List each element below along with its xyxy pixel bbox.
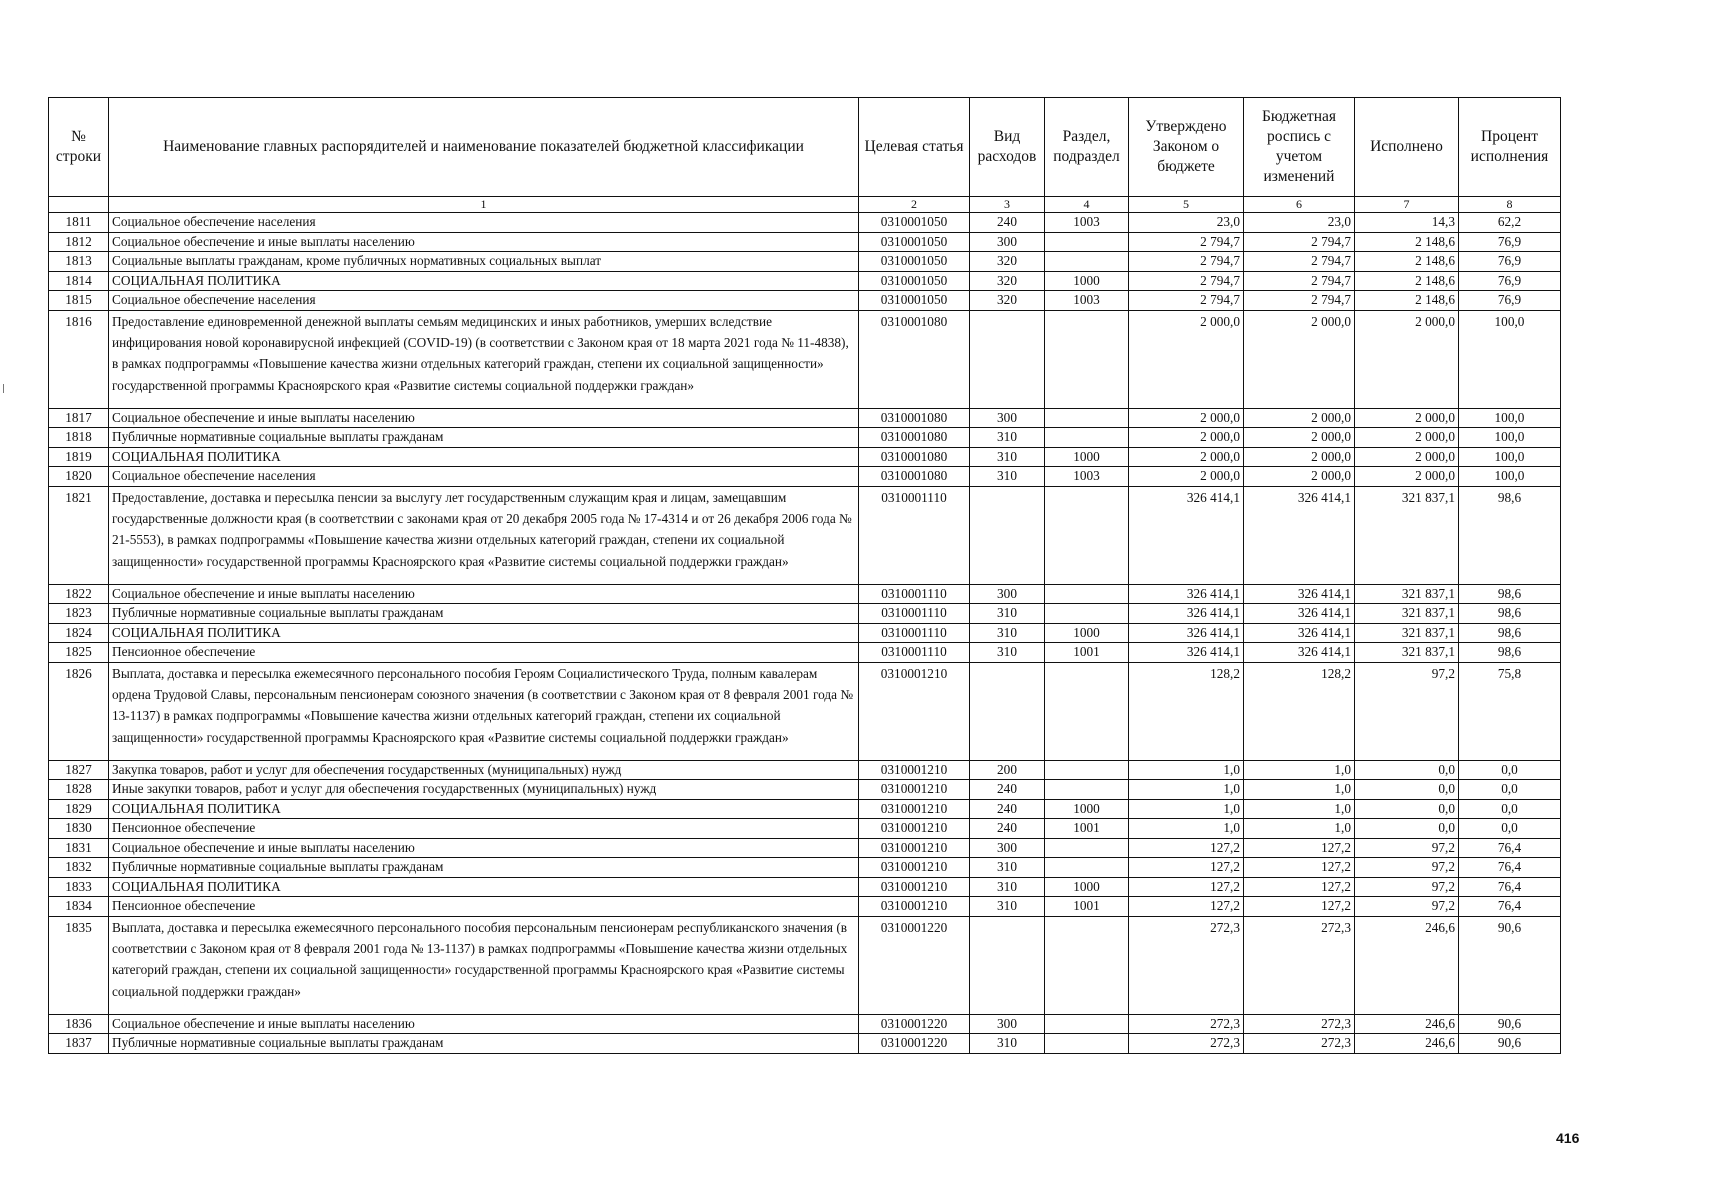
row-expense-type: 300 — [970, 584, 1045, 604]
row-approved: 2 794,7 — [1129, 252, 1244, 272]
row-section — [1045, 780, 1129, 800]
row-approved: 326 414,1 — [1129, 623, 1244, 643]
row-target-article: 0310001050 — [859, 271, 970, 291]
row-target-article: 0310001210 — [859, 877, 970, 897]
row-number: 1826 — [49, 662, 109, 760]
row-percent: 0,0 — [1459, 799, 1561, 819]
table-row — [49, 252, 1561, 272]
row-target-article: 0310001210 — [859, 838, 970, 858]
row-section — [1045, 310, 1129, 408]
row-executed: 0,0 — [1355, 780, 1459, 800]
header-target-article: Целевая статья — [859, 98, 970, 197]
row-approved: 326 414,1 — [1129, 604, 1244, 624]
row-approved: 127,2 — [1129, 858, 1244, 878]
row-approved: 2 000,0 — [1129, 447, 1244, 467]
table-row — [49, 467, 1561, 487]
row-target-article: 0310001050 — [859, 252, 970, 272]
row-executed: 2 000,0 — [1355, 447, 1459, 467]
row-expense-type — [970, 310, 1045, 408]
column-number: 5 — [1129, 197, 1244, 213]
row-approved: 23,0 — [1129, 213, 1244, 233]
row-executed: 246,6 — [1355, 1014, 1459, 1034]
row-budget-list: 326 414,1 — [1244, 486, 1355, 584]
row-budget-list: 326 414,1 — [1244, 643, 1355, 663]
table-header-row — [49, 98, 1561, 197]
row-section — [1045, 916, 1129, 1014]
budget-sheet — [48, 97, 1561, 1054]
row-number: 1817 — [49, 408, 109, 428]
table-row — [49, 1014, 1561, 1034]
row-budget-list: 2 000,0 — [1244, 428, 1355, 448]
row-number: 1822 — [49, 584, 109, 604]
row-section — [1045, 604, 1129, 624]
row-number: 1827 — [49, 760, 109, 780]
row-number: 1814 — [49, 271, 109, 291]
row-name: СОЦИАЛЬНАЯ ПОЛИТИКА — [109, 271, 859, 291]
row-expense-type: 310 — [970, 643, 1045, 663]
header-name: Наименование главных распорядителей и наименование показателей бюджетной классификации — [109, 98, 859, 197]
column-number: 8 — [1459, 197, 1561, 213]
row-name: Выплата, доставка и пересылка ежемесячного персонального пособия Героям Социалистического Труда, полным кавалерам ордена Трудовой Славы, персональным пенсионерам союзного значения (в соответствии с Законом края от 8 февраля 2001 года № 13-1137) в рамках подпрограммы «Повышение качества жизни отдельных категорий граждан, степени их социальной защищенности» государственной программы Красноярского края «Развитие системы социальной поддержки граждан» — [109, 662, 859, 760]
row-target-article: 0310001050 — [859, 232, 970, 252]
row-approved: 127,2 — [1129, 877, 1244, 897]
row-budget-list: 1,0 — [1244, 760, 1355, 780]
row-target-article: 0310001210 — [859, 662, 970, 760]
row-name: Пенсионное обеспечение — [109, 897, 859, 917]
column-number: 6 — [1244, 197, 1355, 213]
row-budget-list: 23,0 — [1244, 213, 1355, 233]
row-budget-list: 1,0 — [1244, 780, 1355, 800]
row-executed: 0,0 — [1355, 799, 1459, 819]
budget-table — [48, 97, 1561, 1054]
row-executed: 0,0 — [1355, 819, 1459, 839]
row-number: 1829 — [49, 799, 109, 819]
row-budget-list: 2 794,7 — [1244, 232, 1355, 252]
row-approved: 326 414,1 — [1129, 584, 1244, 604]
row-budget-list: 128,2 — [1244, 662, 1355, 760]
row-percent: 76,4 — [1459, 877, 1561, 897]
row-executed: 2 148,6 — [1355, 252, 1459, 272]
row-target-article: 0310001110 — [859, 604, 970, 624]
row-section — [1045, 408, 1129, 428]
row-target-article: 0310001110 — [859, 584, 970, 604]
row-percent: 0,0 — [1459, 760, 1561, 780]
row-budget-list: 326 414,1 — [1244, 623, 1355, 643]
row-executed: 321 837,1 — [1355, 486, 1459, 584]
header-percent: Процент исполнения — [1459, 98, 1561, 197]
row-expense-type: 240 — [970, 819, 1045, 839]
row-approved: 1,0 — [1129, 780, 1244, 800]
row-executed: 2 000,0 — [1355, 310, 1459, 408]
row-expense-type: 320 — [970, 291, 1045, 311]
table-row — [49, 858, 1561, 878]
row-approved: 1,0 — [1129, 819, 1244, 839]
row-percent: 98,6 — [1459, 486, 1561, 584]
row-name: Социальное обеспечение и иные выплаты населению — [109, 1014, 859, 1034]
row-percent: 98,6 — [1459, 584, 1561, 604]
header-budget-list: Бюджетная роспись с учетом изменений — [1244, 98, 1355, 197]
row-section — [1045, 760, 1129, 780]
row-name: Пенсионное обеспечение — [109, 819, 859, 839]
row-budget-list: 326 414,1 — [1244, 604, 1355, 624]
row-budget-list: 127,2 — [1244, 877, 1355, 897]
row-target-article: 0310001210 — [859, 819, 970, 839]
row-percent: 0,0 — [1459, 819, 1561, 839]
row-percent: 98,6 — [1459, 604, 1561, 624]
row-name: СОЦИАЛЬНАЯ ПОЛИТИКА — [109, 447, 859, 467]
row-expense-type: 200 — [970, 760, 1045, 780]
row-section: 1001 — [1045, 643, 1129, 663]
row-name: Социальное обеспечение населения — [109, 291, 859, 311]
row-number: 1825 — [49, 643, 109, 663]
table-row — [49, 232, 1561, 252]
table-row — [49, 213, 1561, 233]
row-target-article: 0310001110 — [859, 643, 970, 663]
row-budget-list: 326 414,1 — [1244, 584, 1355, 604]
row-number: 1836 — [49, 1014, 109, 1034]
row-target-article: 0310001210 — [859, 858, 970, 878]
row-percent: 98,6 — [1459, 643, 1561, 663]
row-expense-type: 300 — [970, 1014, 1045, 1034]
row-expense-type: 310 — [970, 428, 1045, 448]
row-approved: 1,0 — [1129, 760, 1244, 780]
row-number: 1835 — [49, 916, 109, 1014]
row-approved: 2 794,7 — [1129, 271, 1244, 291]
table-row — [49, 916, 1561, 1014]
row-name: Пенсионное обеспечение — [109, 643, 859, 663]
table-row — [49, 310, 1561, 408]
row-expense-type: 310 — [970, 447, 1045, 467]
row-executed: 321 837,1 — [1355, 584, 1459, 604]
row-percent: 62,2 — [1459, 213, 1561, 233]
row-percent: 76,4 — [1459, 838, 1561, 858]
row-executed: 97,2 — [1355, 877, 1459, 897]
row-number: 1830 — [49, 819, 109, 839]
row-name: Социальные выплаты гражданам, кроме публичных нормативных социальных выплат — [109, 252, 859, 272]
table-body — [49, 213, 1561, 1054]
header-expense-type: Вид расходов — [970, 98, 1045, 197]
row-number: 1834 — [49, 897, 109, 917]
row-expense-type: 300 — [970, 838, 1045, 858]
row-target-article: 0310001210 — [859, 799, 970, 819]
row-name: Публичные нормативные социальные выплаты гражданам — [109, 604, 859, 624]
row-expense-type: 310 — [970, 897, 1045, 917]
row-target-article: 0310001110 — [859, 486, 970, 584]
row-number: 1811 — [49, 213, 109, 233]
column-number-row — [49, 197, 1561, 213]
row-expense-type: 300 — [970, 232, 1045, 252]
row-section — [1045, 838, 1129, 858]
row-budget-list: 127,2 — [1244, 838, 1355, 858]
row-name: Социальное обеспечение и иные выплаты населению — [109, 838, 859, 858]
row-expense-type — [970, 916, 1045, 1014]
row-approved: 2 794,7 — [1129, 232, 1244, 252]
row-budget-list: 272,3 — [1244, 1014, 1355, 1034]
row-approved: 127,2 — [1129, 897, 1244, 917]
row-name: Социальное обеспечение и иные выплаты населению — [109, 232, 859, 252]
row-expense-type: 320 — [970, 271, 1045, 291]
table-row — [49, 271, 1561, 291]
row-executed: 2 148,6 — [1355, 232, 1459, 252]
table-row — [49, 604, 1561, 624]
row-executed: 2 148,6 — [1355, 291, 1459, 311]
header-executed: Исполнено — [1355, 98, 1459, 197]
row-executed: 246,6 — [1355, 916, 1459, 1014]
column-number-blank — [49, 197, 109, 213]
row-percent: 100,0 — [1459, 467, 1561, 487]
row-expense-type: 310 — [970, 623, 1045, 643]
row-section: 1001 — [1045, 897, 1129, 917]
row-section — [1045, 486, 1129, 584]
row-number: 1816 — [49, 310, 109, 408]
row-target-article: 0310001220 — [859, 1034, 970, 1054]
table-row — [49, 1034, 1561, 1054]
row-number: 1824 — [49, 623, 109, 643]
table-row — [49, 662, 1561, 760]
table-row — [49, 780, 1561, 800]
row-budget-list: 1,0 — [1244, 799, 1355, 819]
row-name: Публичные нормативные социальные выплаты гражданам — [109, 1034, 859, 1054]
column-number: 1 — [109, 197, 859, 213]
row-percent: 100,0 — [1459, 408, 1561, 428]
row-expense-type: 310 — [970, 1034, 1045, 1054]
row-name: Публичные нормативные социальные выплаты гражданам — [109, 858, 859, 878]
row-executed: 0,0 — [1355, 760, 1459, 780]
row-expense-type: 310 — [970, 604, 1045, 624]
row-approved: 127,2 — [1129, 838, 1244, 858]
row-percent: 76,9 — [1459, 291, 1561, 311]
row-budget-list: 127,2 — [1244, 897, 1355, 917]
row-percent: 76,4 — [1459, 897, 1561, 917]
header-approved: Утверждено Законом о бюджете — [1129, 98, 1244, 197]
row-number: 1831 — [49, 838, 109, 858]
table-row — [49, 428, 1561, 448]
scan-margin-mark — [3, 384, 4, 393]
row-approved: 1,0 — [1129, 799, 1244, 819]
row-percent: 76,9 — [1459, 271, 1561, 291]
table-row — [49, 486, 1561, 584]
row-percent: 90,6 — [1459, 1034, 1561, 1054]
row-budget-list: 2 794,7 — [1244, 271, 1355, 291]
row-target-article: 0310001080 — [859, 447, 970, 467]
row-section: 1000 — [1045, 623, 1129, 643]
row-section — [1045, 584, 1129, 604]
table-row — [49, 819, 1561, 839]
row-budget-list: 272,3 — [1244, 1034, 1355, 1054]
table-row — [49, 291, 1561, 311]
row-percent: 76,9 — [1459, 232, 1561, 252]
row-expense-type: 240 — [970, 213, 1045, 233]
row-section: 1003 — [1045, 291, 1129, 311]
row-budget-list: 2 794,7 — [1244, 291, 1355, 311]
row-target-article: 0310001050 — [859, 291, 970, 311]
row-number: 1813 — [49, 252, 109, 272]
row-target-article: 0310001080 — [859, 310, 970, 408]
row-name: Предоставление единовременной денежной выплаты семьям медицинских и иных работников, умерших вследствие инфицирования новой коронавирусной инфекцией (COVID-19) (в соответствии с Законом края от 18 марта 2021 года № 11-4838), в рамках подпрограммы «Повышение качества жизни отдельных категорий граждан, степени их социальной защищенности» государственной программы Красноярского края «Развитие системы социальной поддержки граждан» — [109, 310, 859, 408]
table-row — [49, 799, 1561, 819]
table-row — [49, 408, 1561, 428]
table-row — [49, 838, 1561, 858]
row-executed: 97,2 — [1355, 838, 1459, 858]
row-expense-type: 240 — [970, 780, 1045, 800]
row-approved: 2 000,0 — [1129, 467, 1244, 487]
row-section — [1045, 1014, 1129, 1034]
row-target-article: 0310001210 — [859, 760, 970, 780]
row-target-article: 0310001220 — [859, 916, 970, 1014]
row-budget-list: 2 000,0 — [1244, 467, 1355, 487]
row-percent: 90,6 — [1459, 916, 1561, 1014]
row-section: 1001 — [1045, 819, 1129, 839]
row-approved: 272,3 — [1129, 1034, 1244, 1054]
row-expense-type: 300 — [970, 408, 1045, 428]
row-name: СОЦИАЛЬНАЯ ПОЛИТИКА — [109, 877, 859, 897]
row-section — [1045, 1034, 1129, 1054]
table-row — [49, 623, 1561, 643]
row-section — [1045, 252, 1129, 272]
column-number: 3 — [970, 197, 1045, 213]
row-number: 1818 — [49, 428, 109, 448]
row-section — [1045, 858, 1129, 878]
row-percent: 76,9 — [1459, 252, 1561, 272]
row-target-article: 0310001050 — [859, 213, 970, 233]
row-percent: 76,4 — [1459, 858, 1561, 878]
row-approved: 272,3 — [1129, 916, 1244, 1014]
row-number: 1832 — [49, 858, 109, 878]
row-section — [1045, 232, 1129, 252]
row-executed: 2 000,0 — [1355, 428, 1459, 448]
row-executed: 14,3 — [1355, 213, 1459, 233]
column-number: 4 — [1045, 197, 1129, 213]
row-executed: 321 837,1 — [1355, 623, 1459, 643]
row-executed: 246,6 — [1355, 1034, 1459, 1054]
row-target-article: 0310001080 — [859, 467, 970, 487]
row-number: 1823 — [49, 604, 109, 624]
row-target-article: 0310001210 — [859, 780, 970, 800]
row-expense-type: 310 — [970, 877, 1045, 897]
row-approved: 326 414,1 — [1129, 643, 1244, 663]
row-name: Выплата, доставка и пересылка ежемесячного персонального пособия персональным пенсионерам республиканского значения (в соответствии с Законом края от 8 февраля 2001 года № 13-1137) в рамках подпрограммы «Повышение качества жизни отдельных категорий граждан, степени их социальной защищенности» государственной программы Красноярского края «Развитие системы социальной поддержки граждан» — [109, 916, 859, 1014]
row-expense-type: 320 — [970, 252, 1045, 272]
row-expense-type: 240 — [970, 799, 1045, 819]
row-name: Иные закупки товаров, работ и услуг для обеспечения государственных (муниципальных) нужд — [109, 780, 859, 800]
row-expense-type: 310 — [970, 858, 1045, 878]
row-executed: 97,2 — [1355, 662, 1459, 760]
row-number: 1828 — [49, 780, 109, 800]
row-approved: 2 000,0 — [1129, 428, 1244, 448]
table-row — [49, 584, 1561, 604]
table-row — [49, 643, 1561, 663]
row-budget-list: 272,3 — [1244, 916, 1355, 1014]
row-executed: 321 837,1 — [1355, 604, 1459, 624]
row-budget-list: 2 000,0 — [1244, 310, 1355, 408]
row-approved: 2 000,0 — [1129, 408, 1244, 428]
row-percent: 0,0 — [1459, 780, 1561, 800]
row-executed: 2 000,0 — [1355, 408, 1459, 428]
row-approved: 272,3 — [1129, 1014, 1244, 1034]
page-number: 416 — [1556, 1130, 1580, 1146]
row-number: 1812 — [49, 232, 109, 252]
column-number: 7 — [1355, 197, 1459, 213]
row-budget-list: 2 000,0 — [1244, 408, 1355, 428]
row-name: Социальное обеспечение населения — [109, 213, 859, 233]
row-expense-type — [970, 662, 1045, 760]
row-budget-list: 127,2 — [1244, 858, 1355, 878]
row-name: Публичные нормативные социальные выплаты гражданам — [109, 428, 859, 448]
row-executed: 2 000,0 — [1355, 467, 1459, 487]
row-approved: 326 414,1 — [1129, 486, 1244, 584]
row-executed: 97,2 — [1355, 897, 1459, 917]
row-target-article: 0310001080 — [859, 408, 970, 428]
row-number: 1833 — [49, 877, 109, 897]
row-percent: 100,0 — [1459, 428, 1561, 448]
row-target-article: 0310001210 — [859, 897, 970, 917]
row-budget-list: 2 794,7 — [1244, 252, 1355, 272]
row-number: 1815 — [49, 291, 109, 311]
row-budget-list: 2 000,0 — [1244, 447, 1355, 467]
table-row — [49, 877, 1561, 897]
row-number: 1821 — [49, 486, 109, 584]
row-approved: 2 794,7 — [1129, 291, 1244, 311]
row-name: Социальное обеспечение и иные выплаты населению — [109, 408, 859, 428]
row-section: 1000 — [1045, 877, 1129, 897]
row-executed: 321 837,1 — [1355, 643, 1459, 663]
row-number: 1820 — [49, 467, 109, 487]
row-name: СОЦИАЛЬНАЯ ПОЛИТИКА — [109, 799, 859, 819]
row-section — [1045, 428, 1129, 448]
row-name: Предоставление, доставка и пересылка пенсии за выслугу лет государственным служащим края и лицам, замещавшим государственные должности края (в соответствии с законами края от 20 декабря 2005 года № 17-4314 и от 26 декабря 2006 года № 21-5553), в рамках подпрограммы «Повышение качества жизни отдельных категорий граждан, степени их социальной защищенности» государственной программы Красноярского края «Развитие системы социальной поддержки граждан» — [109, 486, 859, 584]
column-number: 2 — [859, 197, 970, 213]
row-target-article: 0310001220 — [859, 1014, 970, 1034]
row-target-article: 0310001080 — [859, 428, 970, 448]
header-section: Раздел, подраздел — [1045, 98, 1129, 197]
row-executed: 97,2 — [1355, 858, 1459, 878]
row-executed: 2 148,6 — [1355, 271, 1459, 291]
row-percent: 75,8 — [1459, 662, 1561, 760]
row-section: 1003 — [1045, 467, 1129, 487]
table-row — [49, 897, 1561, 917]
row-name: СОЦИАЛЬНАЯ ПОЛИТИКА — [109, 623, 859, 643]
row-percent: 100,0 — [1459, 310, 1561, 408]
row-percent: 90,6 — [1459, 1014, 1561, 1034]
row-percent: 98,6 — [1459, 623, 1561, 643]
row-section — [1045, 662, 1129, 760]
header-row-no: № строки — [49, 98, 109, 197]
row-number: 1837 — [49, 1034, 109, 1054]
table-row — [49, 447, 1561, 467]
row-target-article: 0310001110 — [859, 623, 970, 643]
row-section: 1000 — [1045, 271, 1129, 291]
row-name: Социальное обеспечение и иные выплаты населению — [109, 584, 859, 604]
row-section: 1000 — [1045, 447, 1129, 467]
row-approved: 128,2 — [1129, 662, 1244, 760]
row-percent: 100,0 — [1459, 447, 1561, 467]
row-section: 1003 — [1045, 213, 1129, 233]
row-section: 1000 — [1045, 799, 1129, 819]
table-row — [49, 760, 1561, 780]
row-expense-type: 310 — [970, 467, 1045, 487]
row-name: Социальное обеспечение населения — [109, 467, 859, 487]
row-name: Закупка товаров, работ и услуг для обеспечения государственных (муниципальных) нужд — [109, 760, 859, 780]
row-approved: 2 000,0 — [1129, 310, 1244, 408]
row-number: 1819 — [49, 447, 109, 467]
row-expense-type — [970, 486, 1045, 584]
row-budget-list: 1,0 — [1244, 819, 1355, 839]
